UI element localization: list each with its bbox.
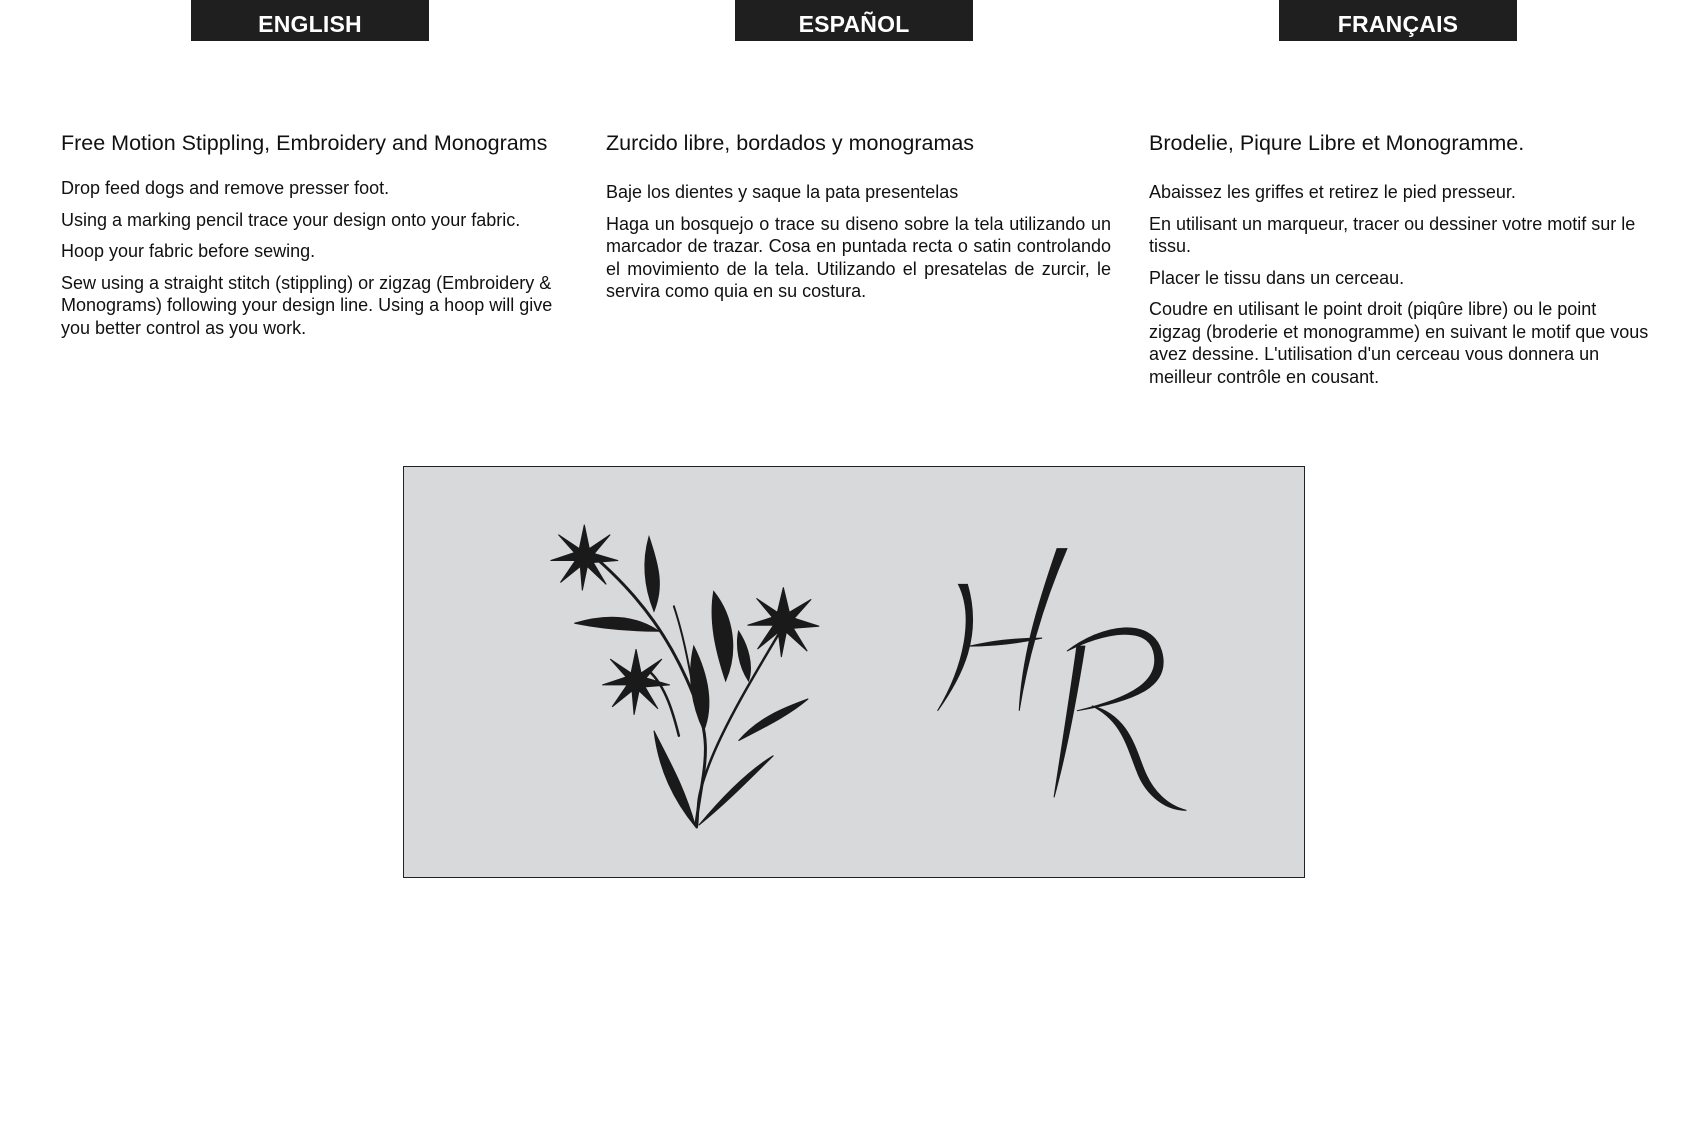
embroidery-illustration [403,466,1305,878]
spanish-step: Haga un bosquejo o trace su diseno sobre la tela utilizando un marcador de trazar. Cosa en puntada recta o satin controlando el movimiento de la tela. Utilizando el presatelas de zurcir, le servira como quia en su costura. [606,213,1111,301]
english-steps [61,177,566,339]
french-step: Placer le tissu dans un cerceau. [1149,267,1405,288]
spanish-steps [606,181,1111,303]
spanish-step: Baje los dientes y saque la pata presentelas [606,182,959,202]
english-section-title: Free Motion Stippling, Embroidery and Monograms [61,131,548,155]
french-step: Abaissez les griffes et retirez le pied presseur. [1149,182,1516,202]
spanish-section-title: Zurcido libre, bordados y monogramas [606,131,975,155]
english-step: Drop feed dogs and remove presser foot. [61,178,390,198]
language-tab-spanish: ESPAÑOL [735,0,973,41]
english-column [61,132,566,348]
french-steps [1149,181,1649,388]
french-section-title: Brodelie, Piqure Libre et Monogramme. [1149,131,1525,155]
english-step: Sew using a straight stitch (stippling) or zigzag (Embroidery & Monograms) following your design line. Using a hoop will give you better control as you work. [61,272,553,338]
spanish-column [606,132,1111,312]
french-step: Coudre en utilisant le point droit (piqûre libre) ou le point zigzag (broderie et monogramme) en suivant le motif que vous avez dessine. L'utilisation d'un cerceau vous donnera un meilleur contrôle en cousant. [1149,299,1649,387]
french-step: En utilisant un marqueur, tracer ou dessiner votre motif sur le tissu. [1149,213,1636,256]
english-step: Using a marking pencil trace your design onto your fabric. [61,209,521,230]
french-column [1149,132,1649,397]
language-tab-french: FRANÇAIS [1279,0,1517,41]
embroidered-flower-and-monogram-icon [404,467,1304,877]
language-tab-english: ENGLISH [191,0,429,41]
english-step: Hoop your fabric before sewing. [61,241,316,261]
